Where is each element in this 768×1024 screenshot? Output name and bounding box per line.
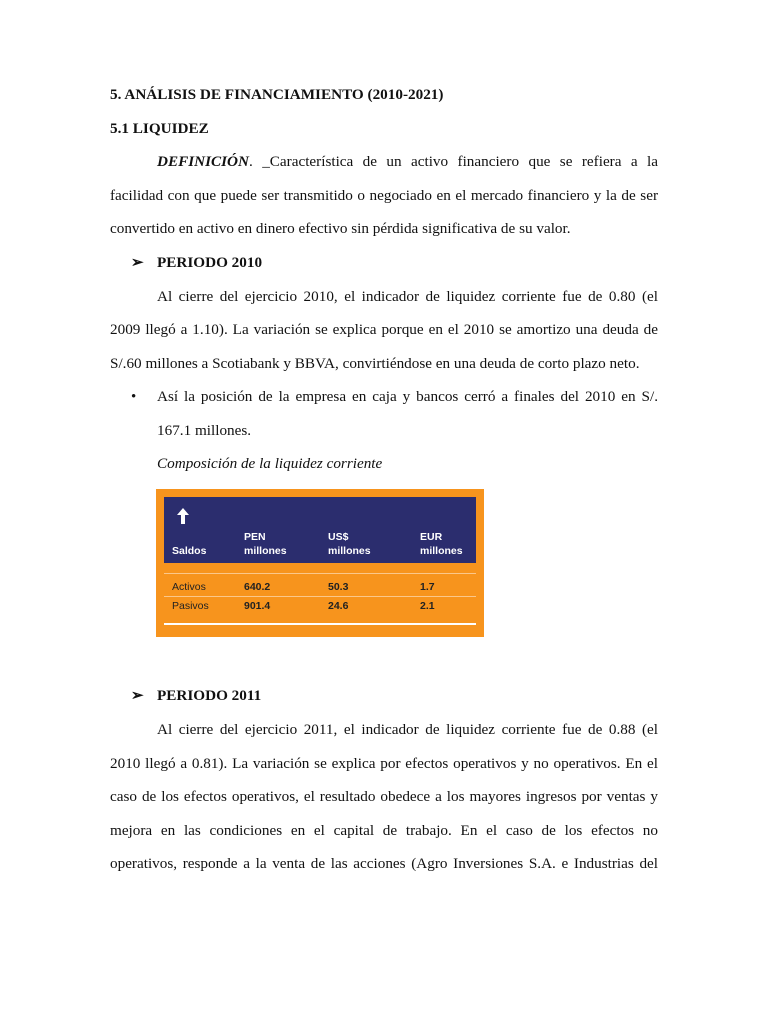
up-arrow-icon	[176, 507, 190, 525]
definition-text-start: . _Característica de un activo financiero que se refiera a la	[249, 153, 658, 170]
header-usd: US$	[328, 531, 349, 543]
row-activos-usd: 50.3	[328, 581, 349, 593]
table-header	[164, 497, 476, 563]
arrow-bullet-icon: ➢	[131, 688, 144, 704]
period-2011-line-2: 2010 llegó a 0.81). La variación se explica por efectos operativos y no operativos. En el	[110, 755, 658, 772]
period-2010-heading: PERIODO 2010	[157, 254, 263, 271]
definition-line-3: convertido en activo en dinero efectivo sin pérdida significativa de su valor.	[110, 220, 571, 237]
definition-line-2: facilidad con que puede ser transmitido o negociado en el mercado financiero y la de ser	[110, 187, 658, 204]
row-pasivos-eur: 2.1	[420, 600, 435, 612]
bullet-line-2: 167.1 millones.	[157, 422, 252, 439]
header-usd-unit: millones	[328, 545, 371, 557]
period-2011-heading: PERIODO 2011	[157, 687, 262, 704]
period-2010-line-3: S/.60 millones a Scotiabank y BBVA, convirtiéndose en una deuda de corto plazo neto.	[110, 355, 640, 372]
row-activos-eur: 1.7	[420, 581, 435, 593]
header-pen: PEN	[244, 531, 266, 543]
arrow-bullet-icon: ➢	[131, 255, 144, 271]
table-caption: Composición de la liquidez corriente	[157, 455, 383, 472]
row-pasivos-label: Pasivos	[172, 600, 209, 612]
table-bottom-rule	[164, 623, 476, 625]
row-activos-label: Activos	[172, 581, 206, 593]
period-2011-line-4: mejora en las condiciones en el capital de trabajo. En el caso de los efectos no	[110, 822, 658, 839]
definition-line-1	[157, 152, 658, 172]
section-subtitle: 5.1 LIQUIDEZ	[110, 120, 209, 137]
table-rule	[164, 573, 476, 574]
period-2011-line-5: operativos, responde a la venta de las acciones (Agro Inversiones S.A. e Industrias del	[110, 855, 658, 872]
period-2010-line-1: Al cierre del ejercicio 2010, el indicador de liquidez corriente fue de 0.80 (el	[157, 288, 658, 305]
period-2011-line-1: Al cierre del ejercicio 2011, el indicador de liquidez corriente fue de 0.88 (el	[157, 721, 658, 738]
header-eur: EUR	[420, 531, 443, 543]
header-pen-unit: millones	[244, 545, 287, 557]
liquidity-table-image	[156, 489, 484, 637]
header-eur-unit: millones	[420, 545, 463, 557]
period-2011-line-3: caso de los efectos operativos, el resultado obedece a los mayores ingresos por ventas y	[110, 788, 658, 805]
row-activos-pen: 640.2	[244, 581, 271, 593]
definition-label: DEFINICIÓN	[157, 153, 249, 170]
bullet-line-1: Así la posición de la empresa en caja y bancos cerró a finales del 2010 en S/.	[157, 388, 658, 405]
table-rule	[164, 596, 476, 597]
section-title: 5. ANÁLISIS DE FINANCIAMIENTO (2010-2021)	[110, 86, 444, 103]
row-pasivos-usd: 24.6	[328, 600, 349, 612]
header-saldos: Saldos	[172, 545, 207, 557]
row-pasivos-pen: 901.4	[244, 600, 271, 612]
bullet-dot-icon: •	[131, 389, 137, 405]
period-2010-line-2: 2009 llegó a 1.10). La variación se explica porque en el 2010 se amortizo una deuda de	[110, 321, 658, 338]
